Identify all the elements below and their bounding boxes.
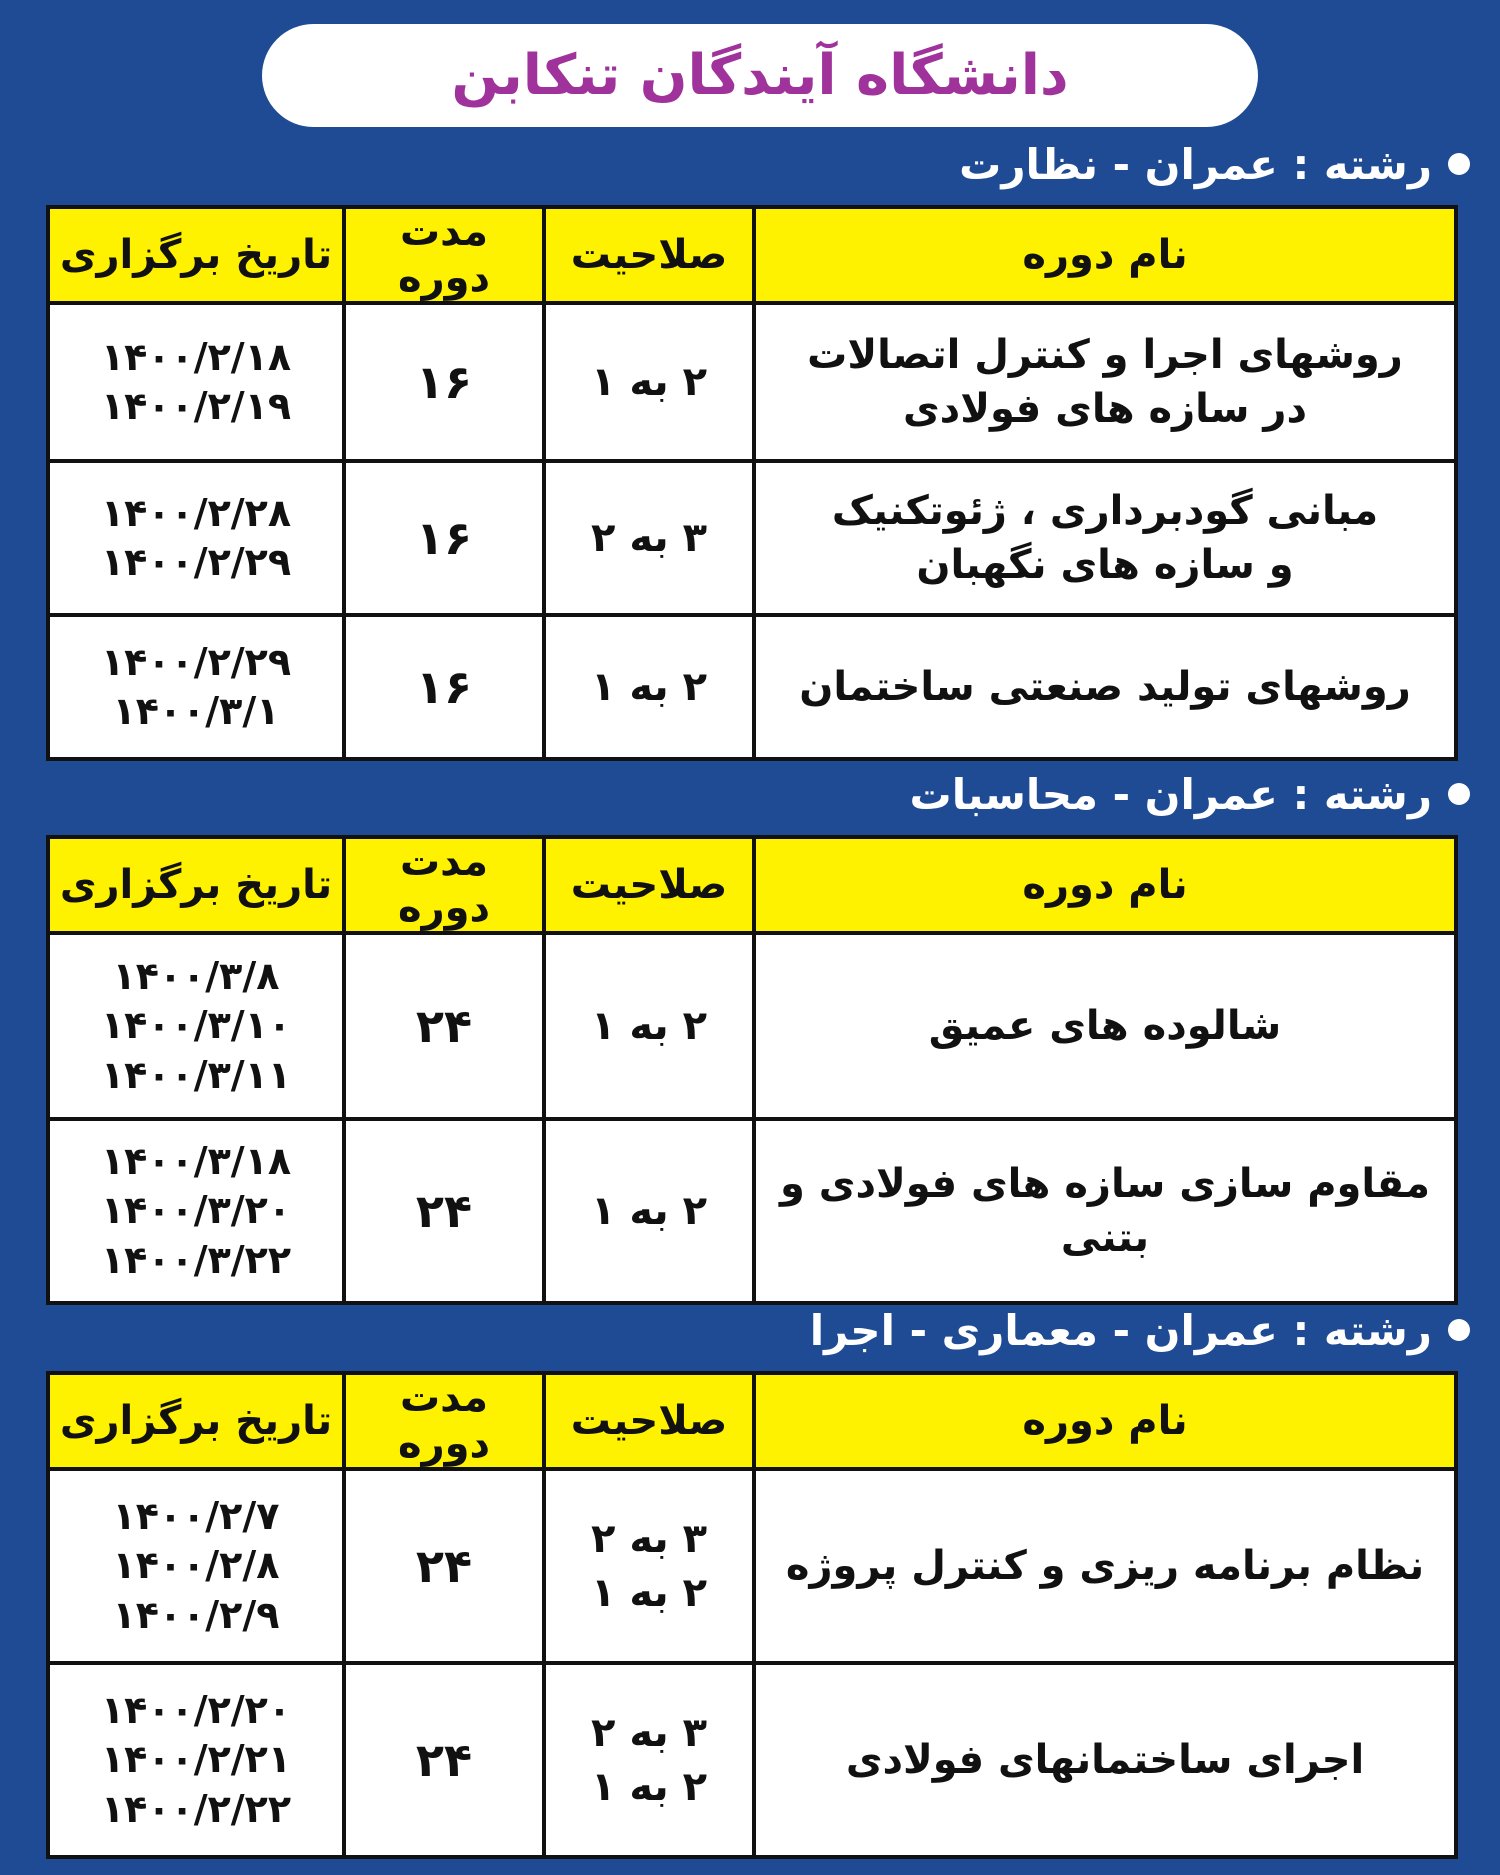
- course-name-line: در سازه های فولادی: [903, 386, 1307, 432]
- bullet-icon: [1448, 153, 1470, 175]
- bullet-icon: [1448, 783, 1470, 805]
- duration-cell: [344, 461, 544, 615]
- duration-cell: [344, 1119, 544, 1303]
- date-cell: [48, 1469, 344, 1663]
- qualification-value: ۲ به ۱: [591, 1188, 707, 1234]
- duration-cell: [344, 1469, 544, 1663]
- date-cell: [48, 461, 344, 615]
- course-name-line: و سازه های نگهبان: [916, 542, 1294, 588]
- course-name-cell: [754, 933, 1456, 1119]
- course-name-cell: [754, 1119, 1456, 1303]
- date-value: ۱۴۰۰/۲/۲۹: [100, 540, 292, 584]
- qualification-cell: [544, 933, 754, 1119]
- date-value: ۱۴۰۰/۲/۲۰: [100, 1687, 292, 1732]
- section-heading-text: رشته : عمران - نظارت: [959, 139, 1432, 189]
- qualification-value: ۲ به ۱: [591, 1003, 707, 1049]
- table-row: [48, 1119, 1456, 1303]
- duration-value: ۱۶: [415, 354, 473, 409]
- qualification-value: ۲ به ۱: [591, 359, 707, 405]
- course-name-line: روشهای اجرا و کنترل اتصالات: [807, 332, 1403, 378]
- date-value: ۱۴۰۰/۲/۲۹: [100, 639, 292, 684]
- date-value: ۱۴۰۰/۲/۲۸: [100, 490, 292, 535]
- header-course-name: نام دوره: [754, 1373, 1456, 1469]
- duration-value: ۱۶: [415, 659, 473, 714]
- qualification-value: ۲ به ۱: [591, 1570, 707, 1616]
- header-date: تاریخ برگزاری: [48, 1373, 344, 1469]
- course-name-line: روشهای تولید صنعتی ساختمان: [799, 664, 1411, 710]
- title-banner: [262, 24, 1258, 127]
- date-value: ۱۴۰۰/۳/۱۸: [100, 1138, 292, 1183]
- header-course-name: نام دوره: [754, 837, 1456, 933]
- date-value: ۱۴۰۰/۳/۱۰: [100, 1003, 292, 1048]
- duration-value: ۱۶: [415, 510, 473, 565]
- date-value: ۱۴۰۰/۲/۷: [112, 1493, 280, 1538]
- date-cell: [48, 303, 344, 461]
- table-row: [48, 303, 1456, 461]
- date-value: ۱۴۰۰/۳/۲۲: [100, 1237, 292, 1282]
- duration-value: ۲۴: [415, 998, 473, 1053]
- date-value: ۱۴۰۰/۲/۲۲: [100, 1786, 292, 1831]
- course-table-nezarat: [46, 205, 1458, 761]
- date-cell: [48, 1119, 344, 1303]
- date-value: ۱۴۰۰/۲/۱۸: [100, 334, 292, 379]
- date-value: ۱۴۰۰/۳/۲۰: [100, 1188, 292, 1233]
- date-cell: [48, 933, 344, 1119]
- qualification-cell: [544, 303, 754, 461]
- table-row: [48, 1663, 1456, 1857]
- course-name-line: نظام برنامه ریزی و کنترل پروژه: [785, 1543, 1425, 1589]
- date-value: ۱۴۰۰/۲/۲۱: [100, 1737, 292, 1782]
- qualification-cell: [544, 615, 754, 759]
- table-row: [48, 933, 1456, 1119]
- section-heading-memari: [810, 1300, 1470, 1360]
- header-qualification: صلاحیت: [544, 207, 754, 303]
- date-cell: [48, 1663, 344, 1857]
- qualification-value: ۳ به ۲: [591, 1710, 707, 1756]
- date-value: ۱۴۰۰/۲/۹: [112, 1592, 280, 1637]
- header-qualification: صلاحیت: [544, 1373, 754, 1469]
- bullet-icon: [1448, 1319, 1470, 1341]
- header-date: تاریخ برگزاری: [48, 207, 344, 303]
- section-heading-text: رشته : عمران - معماری - اجرا: [809, 1305, 1432, 1355]
- course-name-cell: [754, 1469, 1456, 1663]
- qualification-value: ۳ به ۲: [591, 515, 707, 561]
- section-heading-mohasebat: [910, 764, 1471, 824]
- course-name-cell: [754, 303, 1456, 461]
- table-row: [48, 615, 1456, 759]
- date-cell: [48, 615, 344, 759]
- header-course-name: نام دوره: [754, 207, 1456, 303]
- duration-value: ۲۴: [415, 1538, 473, 1593]
- section-heading-nezarat: [959, 134, 1470, 194]
- duration-value: ۲۴: [415, 1183, 473, 1238]
- header-duration: مدت دوره: [344, 207, 544, 303]
- qualification-cell: [544, 1119, 754, 1303]
- qualification-cell: [544, 1469, 754, 1663]
- course-name-line: شالوده های عمیق: [928, 1003, 1282, 1049]
- table-row: [48, 1469, 1456, 1663]
- course-table-mohasebat: [46, 835, 1458, 1305]
- course-name-cell: [754, 1663, 1456, 1857]
- duration-cell: [344, 933, 544, 1119]
- course-name-cell: [754, 461, 1456, 615]
- date-value: ۱۴۰۰/۳/۸: [112, 953, 280, 998]
- course-name-line: اجرای ساختمانهای فولادی: [845, 1737, 1365, 1783]
- duration-cell: [344, 1663, 544, 1857]
- date-value: ۱۴۰۰/۲/۸: [112, 1543, 280, 1588]
- header-duration: مدت دوره: [344, 1373, 544, 1469]
- duration-value: ۲۴: [415, 1732, 473, 1787]
- course-name-cell: [754, 615, 1456, 759]
- header-duration: مدت دوره: [344, 837, 544, 933]
- date-value: ۱۴۰۰/۳/۱۱: [100, 1052, 292, 1097]
- qualification-cell: [544, 1663, 754, 1857]
- qualification-cell: [544, 461, 754, 615]
- date-value: ۱۴۰۰/۲/۱۹: [100, 384, 292, 428]
- course-name-line: مقاوم سازی سازه های فولادی و بتنی: [780, 1161, 1430, 1261]
- qualification-value: ۲ به ۱: [591, 1764, 707, 1810]
- date-value: ۱۴۰۰/۳/۱: [112, 689, 280, 733]
- qualification-value: ۳ به ۲: [591, 1516, 707, 1562]
- course-table-memari: [46, 1371, 1458, 1859]
- header-date: تاریخ برگزاری: [48, 837, 344, 933]
- page-title: دانشگاه آیندگان تنکابن: [451, 43, 1069, 108]
- section-heading-text: رشته : عمران - محاسبات: [909, 769, 1432, 819]
- duration-cell: [344, 615, 544, 759]
- duration-cell: [344, 303, 544, 461]
- qualification-value: ۲ به ۱: [591, 664, 707, 710]
- table-row: [48, 461, 1456, 615]
- course-name-line: مبانی گودبرداری ، ژئوتکنیک: [831, 488, 1379, 534]
- header-qualification: صلاحیت: [544, 837, 754, 933]
